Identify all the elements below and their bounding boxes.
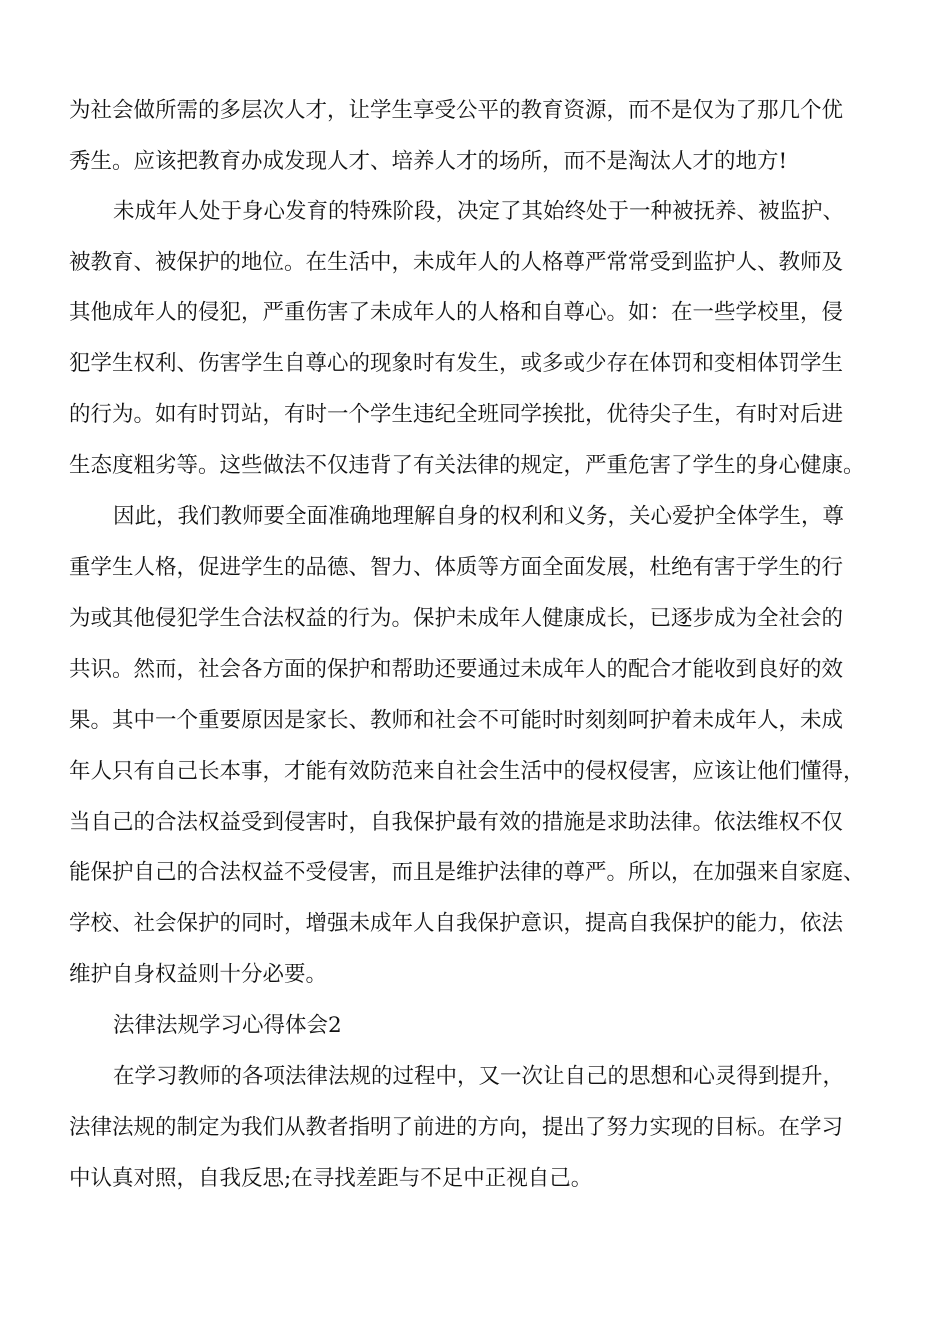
text-line: 中认真对照，自我反思;在寻找差距与不足中正视自己。 (69, 1166, 593, 1191)
text-line: 法律法规的制定为我们从教者指明了前进的方向，提出了努力实现的目标。在学习 (69, 1115, 844, 1140)
text-line: 秀生。应该把教育办成发现人才、培养人才的场所，而不是淘汰人才的地方! (69, 149, 788, 174)
text-line: 年人只有自己长本事，才能有效防范来自社会生活中的侵权侵害，应该让他们懂得， (69, 759, 865, 784)
text-line: 重学生人格，促进学生的品德、智力、体质等方面全面发展，杜绝有害于学生的行 (69, 555, 844, 580)
text-line: 被教育、被保护的地位。在生活中，未成年人的人格尊严常常受到监护人、教师及 (69, 250, 844, 275)
text-line: 学校、社会保护的同时，增强未成年人自我保护意识，提高自我保护的能力，依法 (69, 911, 844, 936)
text-line: 犯学生权利、伤害学生自尊心的现象时有发生，或多或少存在体罚和变相体罚学生 (69, 351, 844, 376)
text-line: 能保护自己的合法权益不受侵害，而且是维护法律的尊严。所以，在加强来自家庭、 (69, 860, 865, 885)
text-line: 因此，我们教师要全面准确地理解自身的权利和义务，关心爱护全体学生，尊 (113, 504, 845, 529)
text-line: 当自己的合法权益受到侵害时，自我保护最有效的措施是求助法律。依法维权不仅 (69, 810, 844, 835)
text-line: 未成年人处于身心发育的特殊阶段，决定了其始终处于一种被抚养、被监护、 (113, 199, 845, 224)
section-heading: 法律法规学习心得体会2 (113, 1013, 342, 1038)
text-line: 在学习教师的各项法律法规的过程中，又一次让自己的思想和心灵得到提升， (113, 1064, 845, 1089)
text-line: 生态度粗劣等。这些做法不仅违背了有关法律的规定，严重危害了学生的身心健康。 (69, 453, 865, 478)
text-line: 维护自身权益则十分必要。 (69, 962, 328, 987)
text-line: 的行为。如有时罚站，有时一个学生违纪全班同学挨批，优待尖子生，有时对后进 (69, 402, 844, 427)
text-line: 果。其中一个重要原因是家长、教师和社会不可能时时刻刻呵护着未成年人，未成 (69, 708, 844, 733)
text-line: 为或其他侵犯学生合法权益的行为。保护未成年人健康成长，已逐步成为全社会的 (69, 606, 844, 631)
text-line: 共识。然而，社会各方面的保护和帮助还要通过未成年人的配合才能收到良好的效 (69, 657, 844, 682)
text-line: 其他成年人的侵犯，严重伤害了未成年人的人格和自尊心。如：在一些学校里，侵 (69, 300, 844, 325)
text-line: 为社会做所需的多层次人才，让学生享受公平的教育资源，而不是仅为了那几个优 (69, 98, 844, 123)
